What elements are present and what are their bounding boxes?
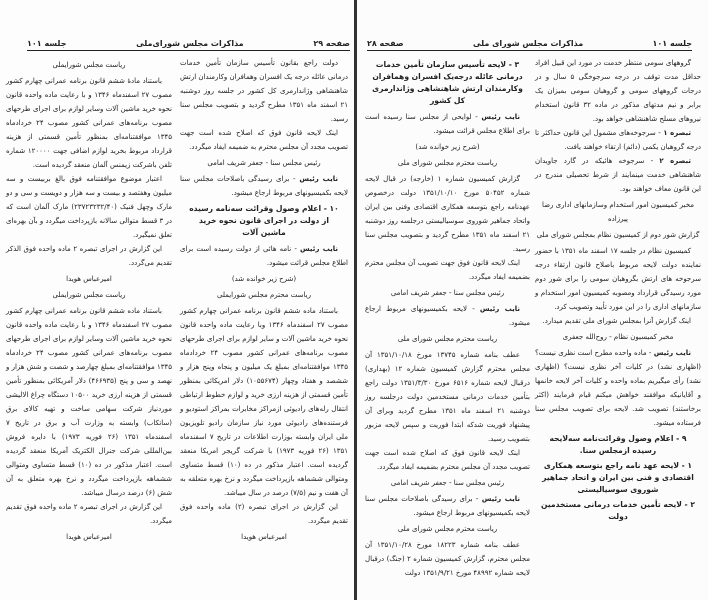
running-title: مذاکرات مجلس شورای‌ملی [136,39,244,48]
paragraph-text: رئیس مجلس سنا - جعفر شریف امامی [390,289,505,297]
paragraph-text: این گزارش در اجرای تبصره ۲ ماده واحده فوق الذکر تقدیم می‌گردد. [6,245,172,267]
section-heading [541,433,695,457]
centered-line [180,156,348,170]
paragraph-text: اینک لایحه قانون فوق که اصلاح شده است جهت تصویب مجدد آن مجلس محترم به ضمیمه ایفاد میگردد. [180,129,348,151]
paragraph [180,242,348,270]
paragraph [535,154,701,196]
centered-line [180,288,348,302]
centered-line [535,330,701,344]
paragraph [180,304,348,500]
paragraph-text: ریاست محترم مجلس شورایملی [217,291,311,299]
speaker-label: نایب رئیس [299,175,338,183]
text-column-left [365,56,530,580]
paragraph-text: این گزارش در اجرای تبصره ۲ ماده واحده فوق تقدیم میگردد. [6,503,172,525]
paragraph-text: دولت راجع بقانون تأسیس سازمان تأمین خدمات درمانی عائله درجه یک افسران وهمافران وکارمندان ارتش شاهنشاهی وژاندارمری کل کشور در جلسه روز دوشنبه ۲۱ اسفند ماه ۱۳۵۱ مطرح گردید و بتصویب مجلس سنا رسید. [180,59,348,123]
paragraph-text: باستناد مادهٔ ششم قانون برنامه عمرانی چهارم کشور مصوب ۲۷ اسفندماه ۱۳۴۶ و با رعایت ماده واحده قانون نحوه خرید ماشین آلات وسایر لوازم برای اجرای طرحهای مصوب برنامه‌های عمرانی کشور مصوب ۲۴ خردادماه ۱۳۴۵ موافقتنامه‌ای بمنظور تأمین قسمتی از هزینه قرارداد مربوط بخرید لوازم اضافی جهت ۱۲۰۰۰۰ شماره تلفن باشرکت زیمنس آلمان منعقد گردیده است. [6,77,172,169]
paragraph-text: مخبر کمیسیون امور استخدام وسازمانهای اداری رضا پیرزاده [541,201,695,223]
paragraph [365,348,530,446]
paragraph-text: عطف بنامه شماره ۱۸۲۲۳ مورخ ۱۳۵۱/۱۰/۲۸ آن مجلس محترم، گزارش کمیسیون شماره ۲ (جنگ) درقبال لایحه شماره ۴۸۹۹۲ مورخ ۱۳۵۱/۹/۲۱ دولت [365,541,530,577]
speaker-label: نایب رئیس [481,495,520,503]
section-heading [541,460,695,496]
paragraph-text: (شرح زیر خوانده شد) [231,275,297,283]
centered-line [365,476,530,490]
paragraph-text: ریاست مجلس شورایملی [52,291,126,299]
speaker-label: نایب رئیس [653,349,691,357]
text-column-right [180,56,348,546]
paragraph [6,242,172,270]
page-number: صفحه ۲۸ [367,39,404,48]
paragraph-text: ریاست محترم مجلس شورای ملی [397,159,498,167]
right-page [357,0,708,600]
paragraph [6,500,172,528]
centered-line [365,286,530,300]
paragraph-text: - نامه هائی از دولت رسیده است برای اطلاع مجلس قرائت میشود. [180,245,348,267]
running-title: مذاکرات مجلس شورای ملی [472,39,584,48]
centered-line [535,198,701,226]
section-heading [186,203,342,239]
paragraph-text: امیرعباس هویدا [66,533,112,541]
text-column-right [535,56,701,526]
speaker-label: نایب رئیس [479,305,520,313]
paragraph-text: ۱۰ - اعلام وصول وقرائت سه‌نامه رسیده از دولت در اجرای قانون نحوه خرید ماشین آلات [189,204,339,237]
paragraph-text: ریاست محترم مجلس شورای ملی [397,525,498,533]
paragraph [365,492,530,520]
speaker-label: تبصره ۲ [659,157,691,165]
centered-line [6,272,172,286]
paragraph-text: - ماده واحده مطرح است نظری نیست؟ (اظهاری نشد) در کلیات آخر نظری نیست؟ (اظهاری نشد) رأی میگیریم بماده واحده و کلیات آخر لایحه خانمها و آقایانیکه موافقند خواهش میکنم قیام فرمایند (اکثر برخاستند) تصویب شد. لایحه برای تصویب مجلس سنا فرستاده میشود. [535,349,701,427]
paragraph-text: - سرجوخه‌های مشمول این قانون حداکثر تا درجه گروهبان یکمی (دائم) ارتقاء خواهند یافت. [535,129,701,151]
paragraph-text: - برای رسیدگی باصلاحات مجلس سنا لایحه بکمیسیونهای مربوط ارجاع میشود. [180,175,348,197]
paragraph-text: امیرعباس هویدا [241,533,287,541]
paragraph [6,172,172,242]
paragraph [365,538,530,580]
paragraph [365,256,530,284]
paragraph-text: گزارش شور دوم از کمیسیون نظام بمجلس شورای ملی [536,231,700,239]
page-number: صفحه ۲۹ [313,39,350,48]
paragraph [535,244,701,314]
paragraph-text: باستناد ماده ششم قانون برنامه عمرانی چهارم کشور مصوب ۲۷ اسفندماه ۱۳۴۶ و با رعایت ماده واحده قانون نحوه خرید ماشین آلات وسایر لوازم برای اجرای طرحهای مصوب برنامه‌های عمرانی کشور مصوب ۲۴ خردادماه ۱۳۴۵ موافقتنامه‌ای بمبلغ چهارصد و شصت و شش هزار و نهصد و سی و پنج (۴۶۶۹۳۵) دلار آمریکائی بمنظور تأمین قسمتی از هزینه ارزی خرید ۱۰۵۰۰ دستگاه چراغ الالیشی موردنیاز شرکت سهامی ساخت و تهیه کالای برق (ساتکاب) وابسته به وزارت آب و برق در تاریخ ۷ اسفندماه ۱۳۵۱ (۲۶ فوریه ۱۹۷۳) با دایره فروش بین‌المللی شرکت جنرال الکتریک آمریکا منعقد گردیده است. اعتبار مذکور در ده (۱۰) قسط متساوی ومتوالی ششماهه بازپرداخت میگردد و نرخ بهره متعلق به آن شش (۶) درصد درسال میباشد. [5,307,172,497]
paragraph [180,500,348,528]
paragraph-text: ۲ - لایحه تأمین خدمات درمانی مستخدمین دولت [541,500,695,521]
paragraph-text: - سرجوخه هائیکه در گارد جاویدان شاهنشاهی خدمت مینمایند از شرط تحصیلی مندرج در این قانون معاف خواهند بود. [535,157,701,193]
paragraph [535,56,701,126]
centered-line [365,332,530,346]
paragraph [365,110,530,138]
paragraph-text: اینک لایحه قانون فوق جهت تصویب آن مجلس محترم بضمیمه ایفاد میگردد. [365,259,530,281]
paragraph [365,172,530,256]
paragraph-text: ۹ - اعلام وصول وقرائت‌نامه سه‌لایحه رسیده ازمجلس سنا. [549,434,687,455]
paragraph [535,314,701,328]
paragraph-text: ۱ - لایحه عهد نامه راجع بتوسعه همکاری اقتصادی و فنی بین ایران و اتحاد جماهیر شوروی سوسیالیستی [542,461,694,494]
centered-line [6,58,172,72]
centered-line [365,522,530,536]
centered-line [365,156,530,170]
speaker-label: تبصره ۱ [663,129,691,137]
section-heading [541,499,695,523]
paragraph [180,56,348,126]
paragraph-text: باستناد ماده ششم قانون برنامه عمرانی چهارم کشور مصوب ۲۷ اسفندماه ۱۳۴۶ وبا رعایت ماده واحده قانون نحوه خرید ماشین آلات و سایر لوازم برای اجرای طرحهای مصوب برنامه‌های عمرانی کشور مصوب ۲۴ خردادماه ۱۳۴۵ موافقتنامه‌ای بمبلغ یک میلیون و پنجاه وپنج هزار و ششصد و هفتاد وچهار (۱۰۵۵۶۷۴) دلار امریکائی بمنظور تأمین قسمتی از هزینه ارزی خرید و لوازم خطوط ارتباطی انتقال رله‌های رادیوئی ازمراکز مخابرات بمراکز استودیو و فرستنده‌های رادیوئی مورد نیاز سازمان رادیو تلویزیون ملی ایران وابسته بوزارت اطلاعات در تاریخ ۷ اسفندماه ۱۳۵۱ (۲۶ فوریه ۱۹۷۳) با شرکت گریجر امریکا منعقد گردیده است. اعتبار مذکور در ده (۱۰) قسط متساوی ومتوالی ششماهه بازپرداخت میگردد و نرخ بهره متعلقه به آن هفت و نیم (۷/۵) درصد در سال میباشد. [180,307,348,497]
paragraph-text: ریاست مجلس شورایملی [52,61,126,69]
paragraph-text: - لوایحی از مجلس سنا رسیده است برای اطلاع مجلس قرائت میشود. [365,113,530,135]
centered-line [180,272,348,286]
paragraph-text: - برای رسیدگی باصلاحات مجلس سنا لایحه بکمیسیونهای مربوط ارجاع میشود. [365,495,530,517]
paragraph [180,172,348,200]
session-number: جلسه ۱۰۱ [652,39,692,48]
paragraph [6,304,172,500]
paragraph-text: - لایحه بکمیسیونهای مربوط ارجاع میشود. [365,305,530,327]
paragraph-text: ۳ - لایحه تأسیس سازمان تأمین خدمات درمانی عائله درجه‌یک افسران وهمافران وکارمندان ارتش شاهنشاهی وژاندارمری کل کشور [372,60,523,105]
centered-line [6,530,172,544]
section-heading [371,59,524,107]
paragraph-text: ریاست محترم مجلس شورای ملی [397,335,498,343]
paragraph-text: عطف بنامه شماره ۱۳۷۴۵ مورخ ۱۳۵۱/۱۰/۱۸ آن مجلس محترم گزارش کمیسیون شماره ۱۲ (بهداری) درقبال لایحه شماره ۶۵۱۶ مورخ ۱۳۵۱/۳/۳۰ دولت راجع بتأمین خدمات درمانی مستخدمین دولت درجلسه روز دوشنبه ۲۱ اسفند ماه ۱۳۵۱ مطرح گردید وبرای آن پیشنهاد فوریت شدکه ابتدا فوریت و سپس لایحه مزبور بتصویب رسید. [365,351,531,443]
centered-line [180,530,348,544]
centered-line [535,228,701,242]
paragraph [180,126,348,154]
paragraph-text: امیرعباس هویدا [66,275,112,283]
paragraph [365,302,530,330]
paragraph-text: (شرح زیر خوانده شد) [415,143,480,151]
paragraph-text: این گزارش در اجرای تبصره (۲) ماده واحده فوق تقدیم میگردد. [180,503,348,525]
centered-line [365,140,530,154]
paragraph-text: اینک گزارش آنرا بمجلس شورای ملی تقدیم میدارد. [542,317,691,325]
page-header [367,33,692,51]
paragraph-text: رئیس مجلس سنا - جعفر شریف امامی [207,159,321,167]
paragraph-text: گروههای سومی منتظر خدمت در مورد این قبیل افراد حداقل مدت توقف در درجه سرجوخگی ۵ سال و در درجات گروههای سومی و گروهبان سومی بمیزان یک برابر و نیم مدتهای مذکور در ماده ۳۲ قانون استخدام نیروهای مسلح شاهنشاهی خواهد بود. [535,59,702,123]
paragraph-text: گزارش کمیسیون شماره ۱ (خارجه) در قبال لایحه شماره ۵۰۴۵۲ مورخ ۱۳۵۱/۱۰/۱۰ دولت درخصوص عهدنامه راجع بتوسعه همکاری اقتصادی وفنی بین ایران واتحاد جماهیر شوروی سوسیالیستی درجلسه روز دوشنبه ۲۱ اسفند ماه ۱۳۵۱ مطرح گردید و بتصویب مجلس سنا رسید. [365,175,530,253]
paragraph [535,126,701,154]
paragraph-text: اینک لایحه قانون فوق که اصلاح شده است جهت تصویب مجدد آن مجلس محترم بضمیمه ایفاد میگردد. [365,449,530,471]
centered-line [6,288,172,302]
session-number: جلسه ۱۰۱ [27,39,67,48]
paragraph-text: اعتبار موضوع موافقتنامه فوق بالغ بربیست و سه میلیون وهفتصد و بیست و سه هزار و دویست و سی و دو مارک وچهل فنیک (۲۳۷۲۳۲۳۲/۴۰) مارک آلمان است که در ۳ قسط متوالی سالانه بازپرداخت میگردد و بآن بهره‌ای تعلق نمیگیرد. [6,175,172,239]
paragraph [365,446,530,474]
page-header [27,33,350,51]
paragraph [6,74,172,172]
speaker-label: نایب رئیس [299,245,338,253]
text-column-left [6,56,172,546]
paragraph-text: کمیسیون نظام در جلسه ۱۷ اسفند ماه ۱۳۵۱ با حضور نماینده دولت لایحه مربوط باصلاح قانون ارتقاء درجه سرجوخه های ارتش بگروهبان سومی را برای شور دوم مورد رسیدگی قرارداد ومصوبه کمیسیون امور استخدام و سازمانهای اداری را در این مورد تأیید وتصویب کرد. [535,247,701,311]
paragraph-text: مخبر کمیسیون نظام - روح‌الله جعفری [562,333,674,341]
paragraph-text: رئیس مجلس سنا - جعفر شریف امامی [390,479,505,487]
paragraph [535,346,701,430]
speaker-label: نایب رئیس [481,113,520,121]
